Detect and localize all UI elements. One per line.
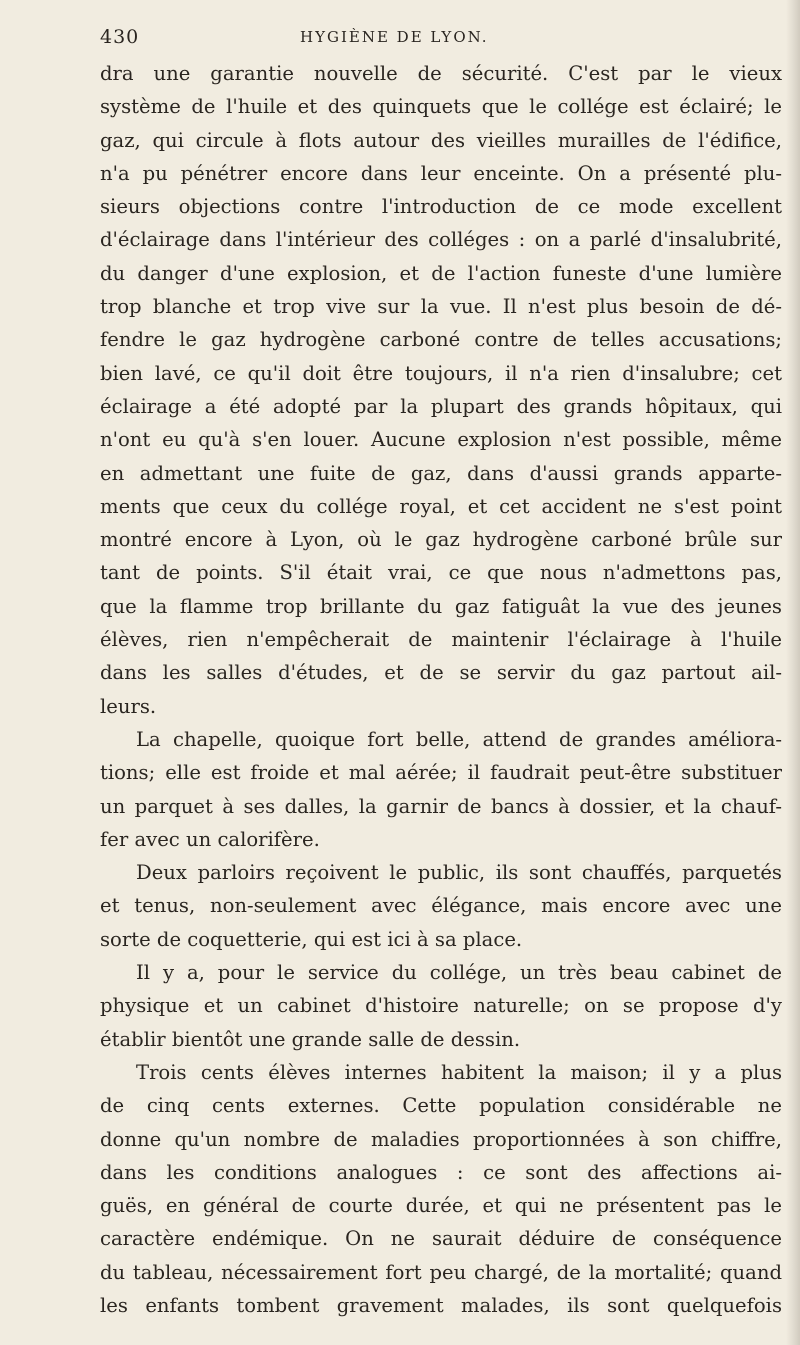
text-line: et tenus, non-seulement avec élégance, mais encore avec une [100,894,782,918]
text-line: dra une garantie nouvelle de sécurité. C'est par le vieux [100,62,782,85]
text-line: trop blanche et trop vive sur la vue. Il n'est plus besoin de dé- [100,295,782,319]
text-line: leurs. [100,694,157,718]
text-line: élèves, rien n'empêcherait de maintenir l'éclairage à l'huile [100,628,782,652]
text-line: Il y a, pour le service du collége, un très beau cabinet de [136,961,782,985]
text-line: du tableau, nécessairement fort peu chargé, de la mortalité; quand [100,1260,782,1284]
text-line: donne qu'un nombre de maladies proportionnées à son chiffre, [100,1127,782,1151]
page-edge-shadow [786,0,800,1345]
text-line: en admettant une fuite de gaz, dans d'aussi grands apparte- [100,461,782,485]
text-line: que la flamme trop brillante du gaz fatiguât la vue des jeunes [100,594,782,618]
text-line: tant de points. S'il était vrai, ce que nous n'admettons pas, [100,561,782,585]
text-line: système de l'huile et des quinquets que le collége est éclairé; le [100,95,782,119]
text-line: fendre le gaz hydrogène carboné contre de telles accusations; [100,328,782,352]
running-title: HYGIÈNE DE LYON. [300,28,489,46]
running-head [100,26,760,56]
text-line: fer avec un calorifère. [100,827,320,851]
text-line: d'éclairage dans l'intérieur des colléges : on a parlé d'insalubrité, [100,228,782,252]
text-line: Deux parloirs reçoivent le public, ils sont chauffés, parquetés [136,861,782,885]
text-line: ments que ceux du collége royal, et cet accident ne s'est point [100,494,782,518]
text-line: n'ont eu qu'à s'en louer. Aucune explosion n'est possible, même [100,428,782,452]
text-line: tions; elle est froide et mal aérée; il faudrait peut-être substituer [100,761,782,785]
text-line: physique et un cabinet d'histoire naturelle; on se propose d'y [100,994,782,1018]
text-line: montré encore à Lyon, où le gaz hydrogène carboné brûle sur [100,528,782,552]
text-line: La chapelle, quoique fort belle, attend de grandes améliora- [136,727,782,751]
text-line: gaz, qui circule à flots autour des vieilles murailles de l'édifice, [100,128,782,152]
text-line: Trois cents élèves internes habitent la maison; il y a plus [136,1060,782,1084]
text-line: de cinq cents externes. Cette population considérable ne [100,1094,782,1118]
text-line: éclairage a été adopté par la plupart des grands hôpitaux, qui [100,394,782,418]
text-line: guës, en général de courte durée, et qui ne présentent pas le [100,1194,782,1218]
text-line: sorte de coquetterie, qui est ici à sa place. [100,927,523,951]
text-line: du danger d'une explosion, et de l'action funeste d'une lumière [100,261,782,285]
text-line: les enfants tombent gravement malades, ils sont quelquefois [100,1293,782,1317]
text-line: sieurs objections contre l'introduction de ce mode excellent [100,195,782,219]
text-line: n'a pu pénétrer encore dans leur enceinte. On a présenté plu- [100,161,782,185]
text-line: bien lavé, ce qu'il doit être toujours, il n'a rien d'insalubre; cet [100,361,782,385]
text-line: établir bientôt une grande salle de dessin. [100,1027,521,1051]
text-line: dans les conditions analogues : ce sont des affections ai- [100,1160,782,1184]
text-line: dans les salles d'études, et de se servir du gaz partout ail- [100,661,782,685]
body-text [100,57,782,1322]
text-line: caractère endémique. On ne saurait déduire de conséquence [100,1227,782,1251]
text-line: un parquet à ses dalles, la garnir de bancs à dossier, et la chauf- [100,794,782,818]
page-number: 430 [100,26,140,48]
